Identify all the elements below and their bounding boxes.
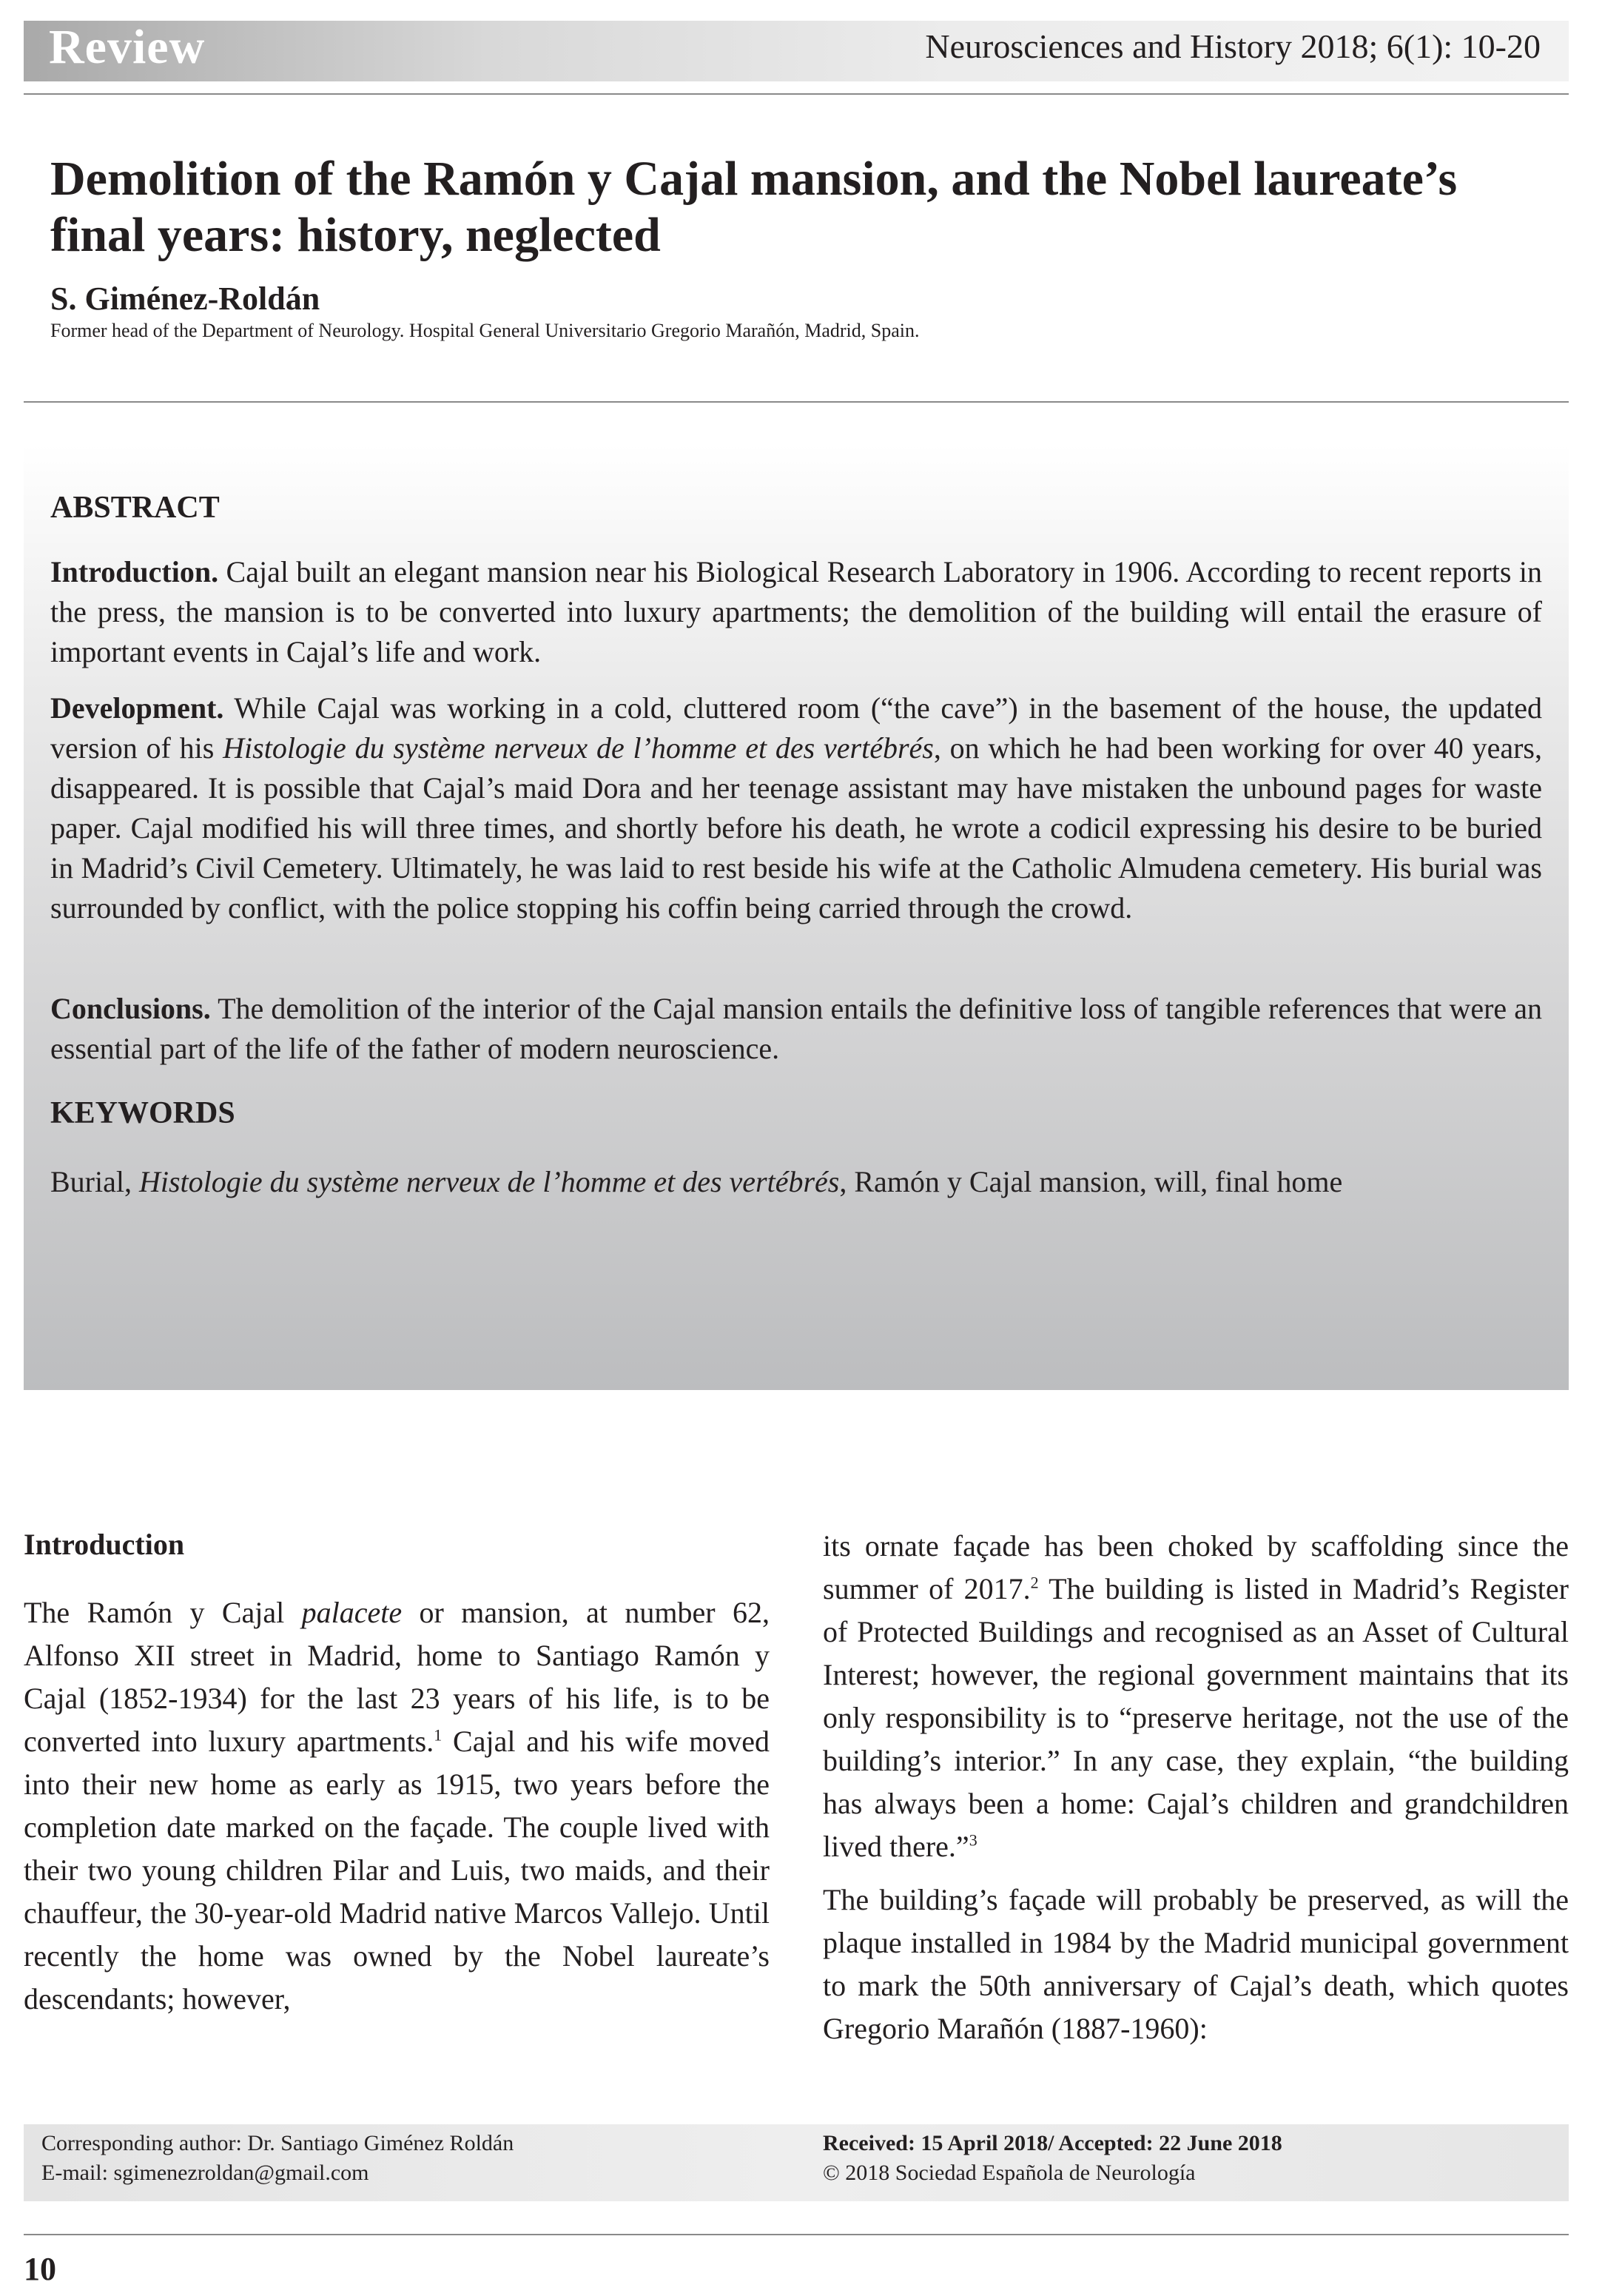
copyright-notice: © 2018 Sociedad Española de Neurología — [823, 2161, 1196, 2185]
abstract-conclusions-text: The demolition of the interior of the Cajal mansion entails the definitive loss of tangible references that were an essential part of the life of the father of modern neuroscience. — [50, 992, 1542, 1065]
keywords-text-1: Burial, — [50, 1165, 139, 1198]
body-right-column — [823, 1525, 1569, 2061]
introduction-heading: Introduction — [24, 1528, 185, 1561]
keywords-heading: KEYWORDS — [50, 1096, 235, 1130]
section-label: Review — [49, 20, 206, 74]
abstract-box — [24, 444, 1569, 1390]
article-title-line-1: Demolition of the Ramón y Cajal mansion, and the Nobel laureate’s — [50, 152, 1458, 206]
header-divider — [24, 93, 1569, 95]
author-affiliation: Former head of the Department of Neurology. Hospital General Universitario Gregorio Marañón, Madrid, Spain. — [50, 320, 920, 341]
abstract-development-text-2: , on which he had been working for over 40 years, disappeared. It is possible that Cajal’s maid Dora and her teenage assistant may have mistaken the unbound pages for waste paper. Cajal modified his will three times, and shortly before his death, he wrote a codicil expressing his desire to be buried in Madrid’s Civil Cemetery. Ultimately, he was laid to rest beside his wife at the Catholic Almudena cemetery. His burial was surrounded by conflict, with the police stopping his coffin being carried through the crowd. — [50, 731, 1542, 924]
introduction-paragraph — [24, 1591, 770, 2021]
abstract-introduction-text: Cajal built an elegant mansion near his Biological Research Laboratory in 1906. According to recent reports in the press, the mansion is to be converted into luxury apartments; the demolition of the building will entail the erasure of important events in Cajal’s life and work. — [50, 555, 1542, 668]
reference-3: 3 — [969, 1830, 977, 1850]
intro-text-3: Cajal and his wife moved into their new home as early as 1915, two years before the completion date marked on the façade. The couple lived with their two young children Pilar and Luis, two maids, and their chauffeur, the 30-year-old Madrid native Marcos Vallejo. Until recently the home was owned by the Nobel laureate’s descendants; however, — [24, 1725, 770, 2015]
author-email: E-mail: sgimenezroldan@gmail.com — [41, 2161, 369, 2185]
intro-text-2: or mansion, at number 62, Alfonso XII street in Madrid, home to Santiago Ramón y Cajal (1852-1934) for the last 23 years of his life, is to be converted into luxury apartments. — [24, 1596, 770, 1758]
abstract-introduction-label: Introduction. — [50, 555, 219, 588]
journal-reference: Neurosciences and History 2018; 6(1): 10-20 — [925, 27, 1541, 65]
article-title — [50, 151, 1567, 263]
facade-text-1: its ornate façade has been choked by scaffolding since the summer of 2017. — [823, 1529, 1569, 1605]
abstract-conclusions-label: Conclusions. — [50, 992, 211, 1025]
keywords-list — [50, 1162, 1542, 1202]
plaque-paragraph: The building’s façade will probably be preserved, as will the plaque installed in 1984 by the Madrid municipal government to mark the 50th anniversary of Cajal’s death, which quotes Gregorio Marañón (1887-1960): — [823, 1883, 1569, 2045]
article-title-line-2: final years: history, neglected — [50, 208, 661, 262]
received-accepted-dates: Received: 15 April 2018/ Accepted: 22 June 2018 — [823, 2131, 1282, 2155]
reference-2: 2 — [1030, 1573, 1039, 1592]
footer-divider — [24, 2234, 1569, 2235]
keywords-text-2: , Ramón y Cajal mansion, will, final home — [839, 1165, 1343, 1198]
abstract-conclusions — [50, 989, 1542, 1069]
title-divider — [24, 401, 1569, 403]
body-left-column — [24, 1525, 770, 2031]
reference-1: 1 — [434, 1725, 442, 1745]
author-name: S. Giménez-Roldán — [50, 281, 320, 317]
corresponding-author: Corresponding author: Dr. Santiago Giménez Roldán — [41, 2131, 514, 2155]
page-number: 10 — [24, 2251, 56, 2287]
keywords-italic: Histologie du système nerveux de l’homme et des vertébrés — [138, 1165, 840, 1198]
publication-info-block — [823, 2129, 1282, 2188]
intro-italic-term: palacete — [301, 1596, 403, 1629]
facade-paragraph — [823, 1525, 1569, 1868]
abstract-introduction — [50, 552, 1542, 672]
abstract-development — [50, 688, 1542, 928]
abstract-development-italic: Histologie du système nerveux de l’homme et des vertébrés — [223, 731, 934, 765]
abstract-heading: ABSTRACT — [50, 491, 220, 525]
abstract-development-label: Development. — [50, 691, 224, 725]
corresponding-author-block — [41, 2129, 514, 2188]
intro-text-1: The Ramón y Cajal — [24, 1596, 302, 1629]
abstract-development-text-1: While Cajal was working in a cold, cluttered room (“the cave”) in the basement of the house, the updated version of his — [50, 691, 1542, 765]
facade-text-2: The building is listed in Madrid’s Register of Protected Buildings and recognised as an Asset of Cultural Interest; however, the regional government maintains that its only responsibility is to “preserve heritage, not the use of the building’s interior.” In any case, they explain, “the building has always been a home: Cajal’s children and grandchildren lived there.” — [823, 1572, 1569, 1863]
